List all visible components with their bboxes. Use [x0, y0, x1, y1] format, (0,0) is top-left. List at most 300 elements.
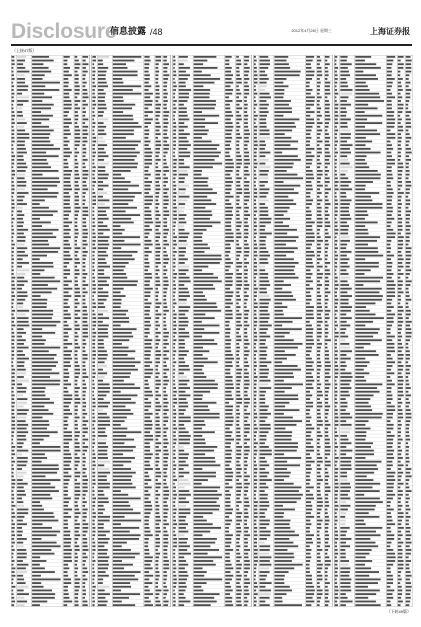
table-cell-text [325, 343, 327, 345]
table-cell-text [163, 439, 167, 441]
table-cell-text [17, 343, 24, 345]
table-cell-text [83, 413, 88, 415]
table-cell-text [387, 269, 392, 271]
table-cell-text [254, 56, 256, 58]
table-cell-text [225, 269, 229, 271]
table-cell-text [75, 428, 78, 430]
table-cell-text [17, 177, 24, 179]
table-cell-text [144, 122, 151, 124]
table-cell-text [12, 118, 15, 120]
table-cell-text [274, 269, 293, 271]
table-cell-text [173, 372, 175, 374]
table-cell-text [225, 560, 230, 562]
table-cell-text [179, 483, 191, 485]
table-cell-text [98, 336, 108, 338]
table-cell-text [163, 74, 169, 76]
table-cell-text [398, 354, 404, 356]
table-cell-text [179, 461, 186, 463]
table-cell-text [340, 350, 352, 352]
table-cell-text [83, 545, 88, 547]
table-cell-text [236, 85, 239, 87]
table-cell-text [173, 428, 177, 430]
table-cell-text [98, 450, 107, 452]
table-cell-text [75, 85, 80, 87]
table-cell-text [32, 137, 49, 139]
table-cell-text [173, 269, 175, 271]
table-cell-text [236, 347, 240, 349]
table-cell-text [325, 394, 328, 396]
table-cell-text [355, 148, 370, 150]
table-cell-text [306, 78, 312, 80]
table-cell-text [173, 391, 177, 393]
table-cell-text [17, 148, 26, 150]
table-cell-text [306, 251, 314, 253]
table-cell-text [317, 74, 322, 76]
table-cell-text [113, 277, 127, 279]
table-cell-text [83, 155, 86, 157]
table-cell-text [32, 365, 56, 367]
table-cell-text [236, 185, 240, 187]
table-cell-text [113, 590, 121, 592]
table-cell-text [12, 130, 15, 132]
table-cell-text [254, 314, 256, 316]
table-cell-text [194, 63, 203, 65]
table-cell-text [12, 155, 15, 157]
table-cell-text [32, 376, 50, 378]
table-cell-text [325, 457, 327, 459]
table-cell-text [355, 111, 364, 113]
table-cell-text [406, 446, 409, 448]
table-cell-text [12, 383, 15, 385]
table-cell-text [194, 553, 208, 555]
table-cell-text [75, 479, 77, 481]
table-cell-text [225, 372, 230, 374]
table-cell-text [155, 494, 160, 496]
table-cell-text [163, 534, 168, 536]
table-cell-text [155, 236, 160, 238]
table-cell-text [194, 556, 222, 558]
table-cell-text [92, 244, 95, 246]
table-cell-text [325, 501, 329, 503]
table-cell-text [194, 391, 210, 393]
table-cell-text [340, 336, 348, 338]
table-cell-text [236, 277, 241, 279]
table-cell-text [113, 155, 137, 157]
table-cell-text [179, 428, 186, 430]
table-cell-text [144, 306, 150, 308]
table-cell-text [254, 233, 257, 235]
table-cell-text [64, 372, 70, 374]
table-cell-text [274, 222, 283, 224]
table-cell-text [98, 96, 105, 98]
table-cell-text [98, 288, 103, 290]
table-cell-text [144, 291, 150, 293]
table-cell-text [75, 155, 78, 157]
table-cell-text [398, 71, 401, 73]
table-cell-text [75, 413, 78, 415]
table-cell-text [144, 361, 152, 363]
table-cell-text [144, 236, 148, 238]
table-cell-text [325, 63, 330, 65]
table-cell-text [98, 461, 110, 463]
table-cell-text [340, 130, 350, 132]
table-cell-text [155, 498, 158, 500]
table-cell-text [317, 406, 322, 408]
table-cell-text [194, 534, 203, 536]
table-cell-text [173, 188, 176, 190]
table-cell-text [254, 291, 257, 293]
table-cell-text [17, 325, 29, 327]
table-cell-text [236, 280, 242, 282]
table-cell-text [254, 483, 257, 485]
table-cell-text [387, 107, 392, 109]
table-cell-text [12, 310, 16, 312]
table-cell-text [155, 336, 158, 338]
table-cell-text [12, 336, 15, 338]
table-cell-text [335, 391, 338, 393]
table-cell-text [98, 479, 107, 481]
table-cell-text [155, 141, 160, 143]
table-cell-text [12, 199, 15, 201]
table-cell-text [17, 291, 27, 293]
table-cell-text [274, 233, 287, 235]
table-cell-text [113, 295, 126, 297]
table-cell-text [163, 442, 168, 444]
table-cell-text [144, 310, 149, 312]
table-cell-text [194, 336, 203, 338]
table-cell-text [12, 166, 14, 168]
table-cell-text [32, 56, 49, 58]
table-cell-text [163, 317, 166, 319]
table-cell-text [144, 126, 148, 128]
table-cell-text [225, 192, 230, 194]
table-cell-text [317, 597, 321, 599]
table-cell-text [75, 74, 79, 76]
table-cell-text [398, 240, 403, 242]
table-cell-text [113, 398, 131, 400]
table-cell-text [387, 229, 393, 231]
table-cell-text [83, 85, 86, 87]
table-cell-text [83, 523, 89, 525]
table-cell-text [254, 498, 256, 500]
table-cell-text [75, 387, 80, 389]
table-cell-text [387, 299, 392, 301]
table-cell-text [12, 82, 14, 84]
table-cell-text [155, 89, 159, 91]
table-cell-text [244, 391, 247, 393]
table-cell-text [274, 420, 302, 422]
table-cell-text [225, 133, 231, 135]
table-cell-text [179, 575, 189, 577]
table-cell-text [340, 343, 349, 345]
table-cell-text [17, 273, 25, 275]
table-cell-text [317, 111, 320, 113]
table-cell-text [398, 192, 404, 194]
table-cell-text [12, 255, 14, 257]
table-cell-text [335, 446, 338, 448]
table-cell-text [244, 398, 250, 400]
table-cell-text [260, 545, 271, 547]
table-cell-text [32, 560, 46, 562]
table-cell-text [254, 302, 258, 304]
table-cell-text [355, 78, 378, 80]
table-cell-text [355, 225, 365, 227]
table-cell-text [113, 343, 122, 345]
table-cell-text [98, 527, 104, 529]
table-cell-text [83, 439, 89, 441]
table-cell-text [274, 545, 298, 547]
table-cell-text [225, 402, 229, 404]
table-cell-text [244, 82, 247, 84]
table-cell-text [194, 354, 203, 356]
table-cell-text [325, 126, 329, 128]
table-cell-text [236, 509, 239, 511]
table-cell-text [179, 534, 185, 536]
table-cell-text [32, 453, 45, 455]
table-cell-text [173, 185, 176, 187]
table-cell-text [173, 439, 176, 441]
table-cell-text [335, 314, 337, 316]
table-cell-text [387, 284, 396, 286]
table-cell-text [306, 483, 310, 485]
table-cell-text [113, 196, 135, 198]
table-cell-text [335, 336, 339, 338]
table-cell-text [306, 118, 314, 120]
table-cell-text [155, 185, 159, 187]
table-cell-text [317, 413, 321, 415]
table-cell-text [75, 343, 79, 345]
table-cell-text [17, 564, 28, 566]
table-cell-text [173, 531, 175, 533]
table-cell-text [317, 468, 321, 470]
table-cell-text [83, 549, 89, 551]
table-cell-text [325, 417, 327, 419]
table-cell-text [98, 475, 107, 477]
table-cell-text [317, 582, 320, 584]
table-cell-text [244, 196, 250, 198]
table-cell-text [387, 126, 395, 128]
table-cell-text [179, 582, 186, 584]
table-cell-text [144, 597, 148, 599]
table-cell-text [155, 280, 159, 282]
table-cell-text [155, 468, 160, 470]
table-cell-text [98, 111, 104, 113]
table-cell-text [155, 365, 158, 367]
table-cell-text [244, 486, 248, 488]
table-cell-text [398, 144, 401, 146]
table-cell-text [163, 295, 166, 297]
table-cell-text [306, 74, 314, 76]
table-cell-text [98, 512, 103, 514]
table-cell-text [306, 104, 314, 106]
table-cell-text [260, 163, 266, 165]
table-cell-text [335, 406, 337, 408]
table-cell-text [98, 196, 103, 198]
table-cell-text [92, 409, 94, 411]
table-cell-text [113, 494, 128, 496]
table-cell-text [32, 244, 49, 246]
table-cell-text [254, 586, 258, 588]
table-cell-text [406, 314, 411, 316]
table-cell-text [92, 560, 95, 562]
table-cell-text [340, 141, 347, 143]
table-cell-text [12, 560, 15, 562]
table-cell-text [317, 409, 320, 411]
table-cell-text [194, 383, 218, 385]
table-cell-text [32, 597, 55, 599]
table-cell-text [236, 483, 241, 485]
table-cell-text [260, 578, 266, 580]
table-cell-text [398, 428, 401, 430]
table-cell-text [236, 586, 241, 588]
table-cell-text [173, 479, 177, 481]
table-cell-text [173, 549, 175, 551]
table-cell-text [32, 409, 48, 411]
table-cell-text [325, 358, 329, 360]
table-cell-text [274, 336, 284, 338]
table-cell-text [173, 122, 176, 124]
table-cell-text [225, 314, 232, 316]
table-cell-text [317, 122, 322, 124]
table-cell-text [254, 446, 256, 448]
table-cell-text [254, 372, 256, 374]
table-cell-text [64, 553, 72, 555]
table-cell-text [75, 222, 78, 224]
table-cell-text [306, 442, 311, 444]
table-cell-text [75, 604, 79, 606]
table-cell-text [244, 107, 247, 109]
table-cell-text [274, 406, 285, 408]
table-cell-text [260, 291, 268, 293]
table-cell-text [163, 501, 166, 503]
table-cell-text [335, 417, 339, 419]
table-cell-text [98, 174, 109, 176]
table-cell-text [225, 586, 231, 588]
table-cell-text [244, 534, 250, 536]
table-cell-text [406, 229, 410, 231]
table-cell-text [274, 549, 287, 551]
table-cell-text [155, 472, 161, 474]
table-cell-text [179, 475, 184, 477]
table-cell-text [317, 567, 322, 569]
table-cell-text [173, 196, 176, 198]
table-cell-text [335, 207, 338, 209]
table-cell-text [17, 542, 23, 544]
table-cell-text [12, 545, 14, 547]
table-cell-text [306, 369, 314, 371]
table-cell-text [75, 394, 79, 396]
table-cell-text [113, 549, 131, 551]
table-cell-text [387, 354, 391, 356]
table-cell-text [64, 96, 70, 98]
table-cell-text [260, 122, 267, 124]
table-cell-text [225, 553, 230, 555]
table-cell-text [144, 468, 153, 470]
table-cell-text [12, 148, 14, 150]
table-cell-text [17, 483, 28, 485]
table-cell-text [173, 604, 175, 606]
table-cell-text [163, 383, 167, 385]
table-cell-text [75, 280, 78, 282]
table-cell-text [194, 100, 216, 102]
table-cell-text [32, 280, 60, 282]
table-cell-text [32, 336, 42, 338]
table-cell-text [17, 284, 24, 286]
table-cell-text [244, 258, 246, 260]
table-cell-text [17, 280, 28, 282]
table-cell-text [355, 343, 370, 345]
table-cell-text [194, 413, 220, 415]
table-cell-text [244, 222, 248, 224]
table-cell-text [179, 251, 186, 253]
table-cell-text [64, 343, 73, 345]
table-cell-text [254, 107, 256, 109]
table-cell-text [75, 118, 79, 120]
table-cell-text [335, 96, 337, 98]
table-cell-text [194, 273, 214, 275]
table-cell-text [64, 328, 72, 330]
table-cell-text [340, 394, 350, 396]
table-cell-text [274, 494, 302, 496]
table-cell-text [335, 199, 338, 201]
table-cell-text [17, 501, 23, 503]
table-cell-text [306, 387, 313, 389]
table-cell-text [387, 133, 395, 135]
table-cell-text [92, 380, 94, 382]
table-cell-text [325, 354, 329, 356]
table-cell-text [254, 78, 257, 80]
table-cell-text [12, 372, 15, 374]
table-cell-text [355, 417, 381, 419]
table-cell-text [244, 207, 249, 209]
table-cell-text [225, 542, 231, 544]
table-cell-text [406, 350, 410, 352]
continued-from-label: （上接47版） [12, 48, 37, 53]
table-cell-text [325, 468, 327, 470]
table-cell-text [17, 314, 25, 316]
table-cell-text [163, 170, 169, 172]
table-cell-text [179, 133, 190, 135]
table-cell-text [75, 516, 79, 518]
table-cell-text [32, 468, 59, 470]
table-cell-text [83, 111, 86, 113]
table-cell-text [75, 332, 78, 334]
table-cell-text [260, 207, 268, 209]
table-cell-text [32, 527, 52, 529]
table-cell-text [317, 328, 322, 330]
table-cell-text [340, 218, 351, 220]
table-cell-text [387, 431, 391, 433]
table-cell-text [179, 85, 186, 87]
table-cell-text [75, 71, 78, 73]
table-cell-text [194, 578, 222, 580]
table-cell-text [32, 295, 40, 297]
table-cell-text [306, 181, 311, 183]
table-cell-text [83, 560, 86, 562]
table-cell-text [98, 207, 110, 209]
table-cell-text [340, 273, 348, 275]
table-cell-text [244, 100, 247, 102]
table-cell-text [155, 383, 160, 385]
table-cell-text [75, 236, 78, 238]
table-cell-text [113, 372, 131, 374]
table-cell-text [306, 413, 309, 415]
table-cell-text [194, 67, 218, 69]
table-cell-text [340, 314, 346, 316]
table-cell-text [32, 96, 52, 98]
table-cell-text [387, 218, 395, 220]
table-cell-text [225, 505, 230, 507]
